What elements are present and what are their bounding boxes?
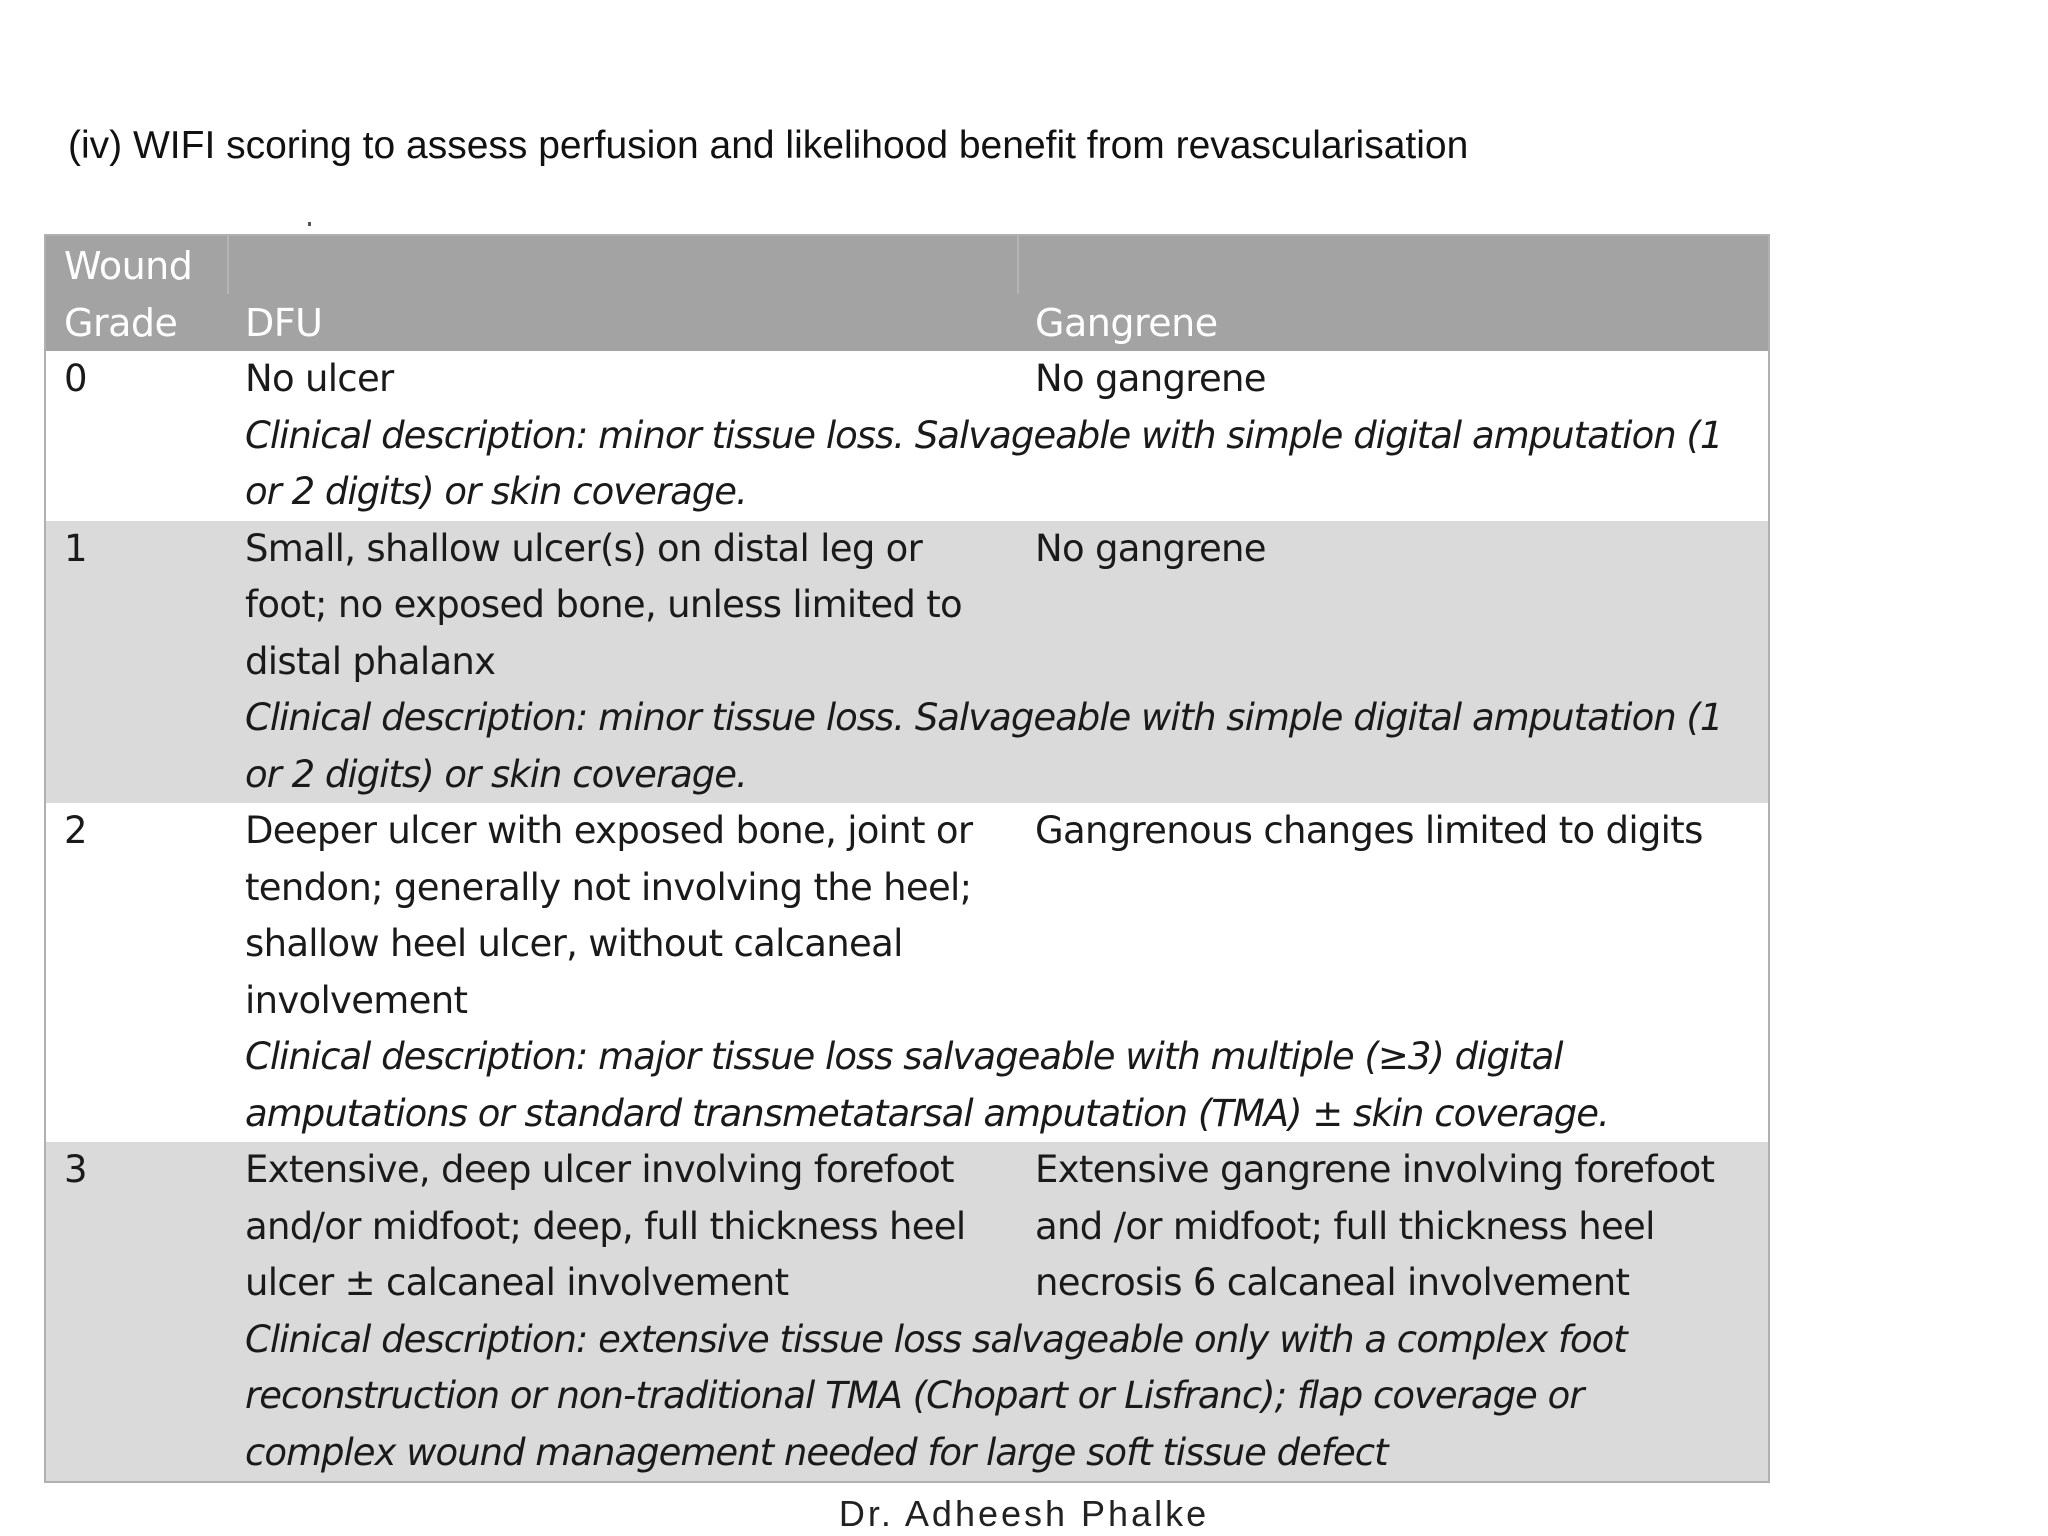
clinical-description: Clinical description: minor tissue loss. Salvageable with simple digital amputation (1 or 2 digits) or skin coverage.	[245, 696, 1723, 796]
grade-cell: 3	[64, 1148, 87, 1191]
wifi-wound-table	[44, 234, 1770, 1483]
header-divider	[227, 236, 229, 294]
dfu-cell: Deeper ulcer with exposed bone, joint or tendon; generally not involving the heel; shallow heel ulcer, without calcaneal involvement	[245, 809, 973, 1022]
table-header-row	[46, 236, 1768, 351]
header-wound-grade-line1: Wound	[64, 244, 193, 288]
gangrene-cell: Extensive gangrene involving forefoot and /or midfoot; full thickness heel necrosis 6 calcaneal involvement	[1035, 1148, 1715, 1304]
page-heading: (iv) WIFI scoring to assess perfusion and likelihood benefit from revascularisation	[68, 124, 1469, 167]
table-row-grade-2	[46, 803, 1768, 1142]
header-wound-grade	[64, 238, 214, 352]
clinical-description: Clinical description: minor tissue loss. Salvageable with simple digital amputation (1 or 2 digits) or skin coverage.	[245, 413, 1723, 513]
table-row-grade-3	[46, 1142, 1768, 1481]
header-wound-grade-line2: Grade	[64, 301, 178, 345]
table-row-grade-1	[46, 521, 1768, 804]
header-gangrene: Gangrene	[1035, 301, 1218, 345]
dfu-cell: Small, shallow ulcer(s) on distal leg or foot; no exposed bone, unless limited to distal phalanx	[245, 526, 962, 683]
grade-cell: 0	[64, 357, 87, 400]
table-row-grade-0	[46, 351, 1768, 521]
header-divider	[1017, 236, 1019, 294]
author-footer: Dr. Adheesh Phalke	[838, 1493, 1210, 1534]
gangrene-cell: No gangrene	[1035, 357, 1266, 400]
clinical-description: Clinical description: extensive tissue loss salvageable only with a complex foot reconstruction or non-traditional TMA (Chopart or Lisfranc); flap coverage or complex wound management needed for large soft tissue defect	[245, 1317, 1627, 1474]
grade-cell: 2	[64, 809, 87, 852]
gangrene-cell: No gangrene	[1035, 526, 1266, 570]
clinical-description: Clinical description: major tissue loss salvageable with multiple (≥3) digital amputations or standard transmetatarsal amputation (TMA) ± skin coverage.	[245, 1035, 1609, 1135]
gangrene-cell: Gangrenous changes limited to digits	[1035, 809, 1703, 852]
stray-mark	[308, 222, 311, 226]
grade-cell: 1	[64, 526, 87, 570]
dfu-cell: Extensive, deep ulcer involving forefoot and/or midfoot; deep, full thickness heel ulcer ± calcaneal involvement	[245, 1148, 966, 1304]
dfu-cell: No ulcer	[245, 357, 394, 400]
header-dfu: DFU	[245, 301, 323, 345]
